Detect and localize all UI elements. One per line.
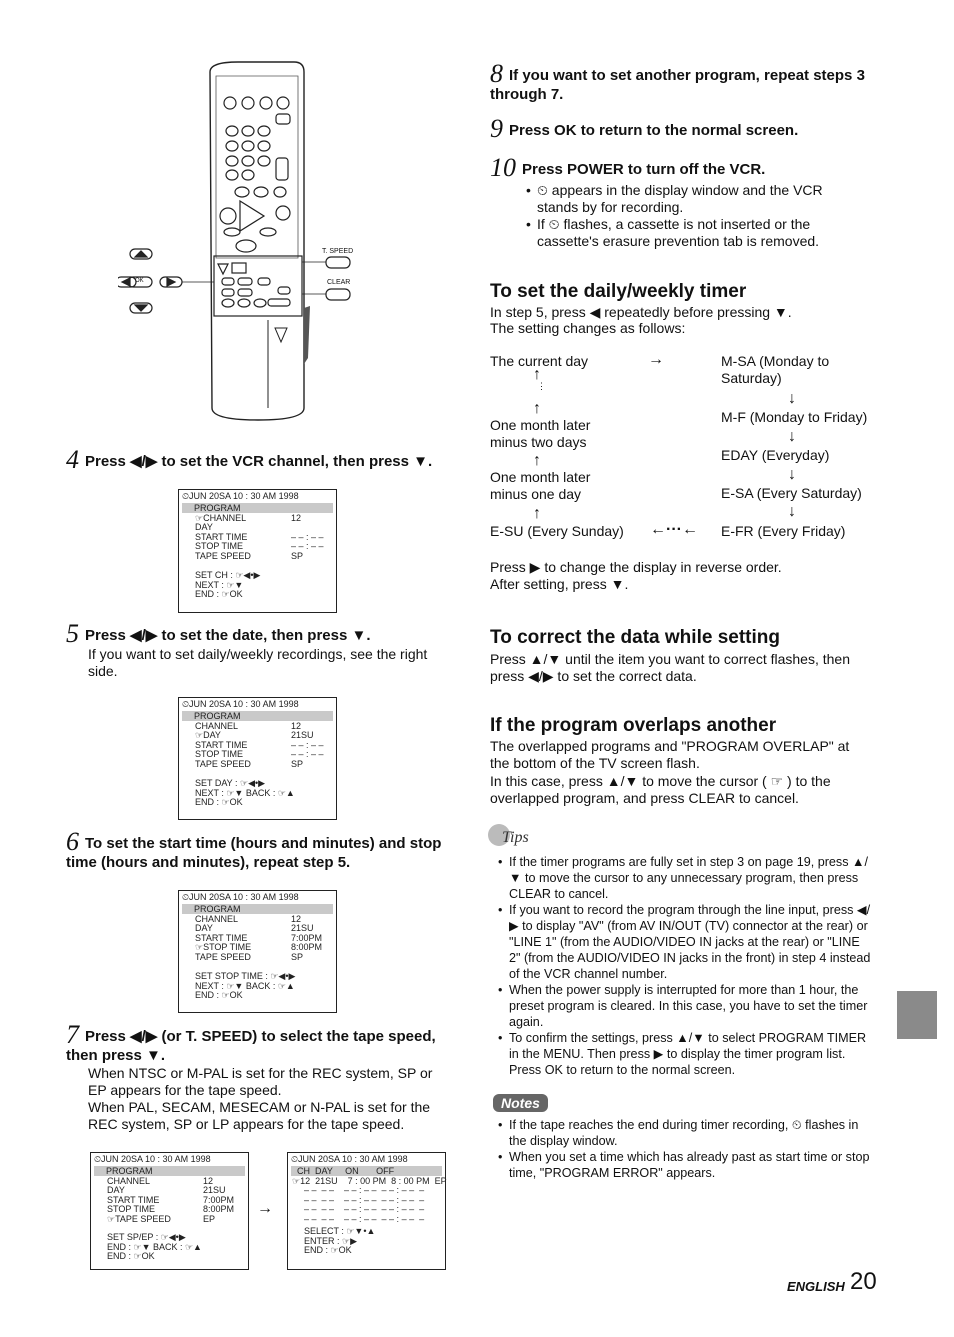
osd-row: STOP TIME – – : – –	[195, 541, 324, 551]
flow-e-sa: E-SA (Every Saturday)	[721, 485, 862, 501]
notes-list	[496, 1117, 876, 1181]
flow-e-su: E-SU (Every Sunday)	[490, 523, 624, 539]
osd-header: ⏲JUN 20SA 10 : 30 AM 1998	[182, 491, 299, 501]
daily-intro-1: In step 5, press ◀ repeatedly before pressing ▼.	[490, 304, 792, 320]
step-5-number: 5	[66, 619, 79, 648]
osd-band: PROGRAM	[182, 711, 333, 721]
arrow-right-icon: →	[257, 1200, 273, 1217]
osd-row: DAY	[195, 522, 213, 532]
correct-data-title: To correct the data while setting	[490, 627, 780, 648]
step-10-number: 10	[490, 153, 516, 182]
osd-key-hint: END : ☞OK	[195, 990, 243, 1000]
t-speed-label: T. SPEED	[322, 248, 354, 255]
osd-key-hint: END : ☞OK	[195, 797, 243, 807]
osd-row: ☞STOP TIME 8:00PM	[195, 942, 323, 952]
step-4-heading	[66, 445, 433, 474]
step-10-heading	[490, 153, 766, 182]
step-8-heading	[490, 59, 870, 104]
osd-row: START TIME – – : – –	[195, 531, 324, 542]
list-item: • If the tape reaches the end during timer recording, ⏲ flashes in the display window.	[496, 1117, 876, 1149]
arrow-left-icon: ←···←	[650, 521, 698, 538]
step-4-number: 4	[66, 445, 79, 474]
osd-row: ☞DAY 21SU	[195, 730, 314, 740]
osd-row: START TIME 7:00PM	[195, 932, 323, 943]
osd-screen-time	[178, 890, 337, 1013]
osd-key-hint: NEXT : ☞▼ BACK : ☞▲	[195, 787, 295, 798]
osd-row: START TIME 7:00PM	[107, 1194, 235, 1205]
step-7-body-1: When NTSC or M-PAL is set for the REC system, SP or EP appears for the tape speed.	[88, 1065, 433, 1098]
list-item: • When you set a time which has already past as start time or stop time, "PROGRAM ERROR" appears.	[496, 1149, 876, 1181]
arrow-down-icon: ↓	[788, 428, 796, 445]
osd-row: DAY 21SU	[195, 923, 314, 933]
osd-key-hint: ENTER : ☞▶	[304, 1235, 357, 1246]
osd-empty-row: – – – – – – : – – – – : – – –	[304, 1194, 425, 1205]
ok-button-label: OK	[135, 278, 144, 284]
flow-minus-one: One month later minus one day	[490, 469, 591, 502]
osd-row: CHANNEL 12	[107, 1175, 214, 1186]
flow-minus-two: One month later minus two days	[490, 417, 591, 450]
arrow-right-icon: →	[648, 351, 664, 368]
step-8-text: If you want to set another program, repeat steps 3 through 7.	[490, 67, 865, 103]
osd-screen-program-list	[287, 1152, 446, 1270]
arrow-up-icon: ↑	[533, 505, 541, 522]
notes-badge: Notes	[493, 1094, 548, 1112]
footer-language: ENGLISH	[787, 1279, 845, 1294]
step-10-bullets	[524, 182, 834, 250]
list-item: • When the power supply is interrupted for more than 1 hour, the preset program is cleared. In this case, you have to set the timer again.	[496, 982, 874, 1030]
step-9-number: 9	[490, 114, 503, 143]
step-7-body-2: When PAL, SECAM, MESECAM or N-PAL is set for the REC system, SP or LP appears for the tape speed.	[88, 1099, 431, 1132]
step-6-number: 6	[66, 827, 79, 856]
step-7-heading	[66, 1020, 446, 1065]
osd-key-hint: END : ☞OK	[304, 1245, 352, 1255]
correct-data-body: Press ▲/▼ until the item you want to correct flashes, then press ◀/▶ to set the correct data.	[490, 651, 850, 684]
osd-header: ⏲JUN 20SA 10 : 30 AM 1998	[182, 699, 299, 709]
osd-key-hint: END : ☞OK	[107, 1251, 155, 1261]
osd-key-hint: NEXT : ☞▼	[195, 579, 244, 590]
osd-key-hint: NEXT : ☞▼ BACK : ☞▲	[195, 980, 295, 991]
daily-outro-2: After setting, press ▼.	[490, 576, 629, 592]
osd-key-hint: END : ☞▼ BACK : ☞▲	[107, 1241, 202, 1252]
overlap-body-1: The overlapped programs and "PROGRAM OVERLAP" at the bottom of the TV screen flash.	[490, 738, 850, 771]
tips-list	[496, 854, 874, 1078]
osd-header: ⏲JUN 20SA 10 : 30 AM 1998	[94, 1154, 211, 1164]
osd-row: DAY 21SU	[107, 1185, 226, 1195]
flow-m-sa: M-SA (Monday to Saturday)	[721, 353, 830, 386]
osd-row: ☞TAPE SPEED EP	[107, 1213, 216, 1224]
step-9-text: Press OK to return to the normal screen.	[509, 122, 799, 139]
step-6-text: To set the start time (hours and minutes) and stop time (hours and minutes), repeat step 5.	[66, 835, 442, 871]
flow-eday: EDAY (Everyday)	[721, 447, 830, 463]
osd-screen-channel	[178, 489, 337, 613]
osd-empty-row: – – – – – – : – – – – : – – –	[304, 1213, 425, 1224]
step-4-text: Press ◀/▶ to set the VCR channel, then press ▼.	[85, 453, 433, 470]
step-5-body: If you want to set daily/weekly recordings, see the right side.	[88, 646, 428, 679]
osd-key-hint: SET STOP TIME : ☞◀•▶	[195, 971, 296, 981]
osd-key-hint: SELECT : ☞▼•▲	[304, 1226, 376, 1236]
step-7-text: Press ◀/▶ (or T. SPEED) to select the tape speed, then press ▼.	[66, 1028, 436, 1064]
page-number: 20	[850, 1268, 877, 1295]
osd-screen-day	[178, 697, 337, 820]
osd-row: TAPE SPEED SP	[195, 951, 304, 962]
osd-row: CHANNEL 12	[195, 913, 302, 924]
arrow-up-icon: ↑	[533, 366, 541, 383]
osd-band: CH DAY ON OFF	[291, 1166, 442, 1176]
osd-header: ⏲JUN 20SA 10 : 30 AM 1998	[291, 1154, 408, 1164]
arrow-up-icon: ↑	[533, 452, 541, 469]
osd-row: ☞CHANNEL 12	[195, 512, 302, 523]
tips-label: Tips	[502, 829, 529, 846]
step-10-text: Press POWER to turn off the VCR.	[522, 161, 766, 178]
flow-m-f: M-F (Monday to Friday)	[721, 409, 868, 425]
side-tab-marker	[897, 991, 937, 1039]
osd-row: STOP TIME – – : – –	[195, 749, 324, 759]
list-item: • If the timer programs are fully set in step 3 on page 19, press ▲/▼ to move the cursor to any unnecessary program, then press CLEAR to cancel.	[496, 854, 874, 902]
step-9-heading	[490, 114, 799, 143]
arrow-down-icon: ↓	[788, 390, 796, 407]
osd-key-hint: SET CH : ☞◀•▶	[195, 570, 261, 580]
clear-label: CLEAR	[327, 279, 351, 286]
list-item: • If ⏲ flashes, a cassette is not inserted or the cassette's erasure prevention tab is removed.	[524, 216, 834, 250]
osd-program-row: ☞12 21SU 7 : 00 PM 8 : 00 PM EP	[292, 1175, 447, 1186]
osd-row: STOP TIME 8:00PM	[107, 1204, 235, 1214]
arrow-up-icon: ↑	[533, 400, 541, 417]
overlap-body-2: In this case, press ▲/▼ to move the cursor ( ☞ ) to the overlapped program, and press CLEAR to cancel.	[490, 773, 831, 806]
flow-e-fr: E-FR (Every Friday)	[721, 523, 846, 539]
arrow-down-icon: ↓	[788, 466, 796, 483]
osd-key-hint: END : ☞OK	[195, 589, 243, 599]
osd-band: PROGRAM	[182, 503, 333, 513]
overlap-title: If the program overlaps another	[490, 715, 777, 736]
step-7-number: 7	[66, 1020, 79, 1049]
step-5-heading	[66, 619, 371, 648]
flow-current-day: The current day	[490, 353, 589, 369]
daily-intro-2: The setting changes as follows:	[490, 320, 686, 336]
osd-screen-tape-speed	[90, 1152, 249, 1270]
arrow-down-icon: ↓	[788, 503, 796, 520]
osd-row: CHANNEL 12	[195, 720, 302, 731]
osd-row: TAPE SPEED SP	[195, 550, 304, 561]
daily-outro-1: Press ▶ to change the display in reverse order.	[490, 559, 782, 575]
step-5-text: Press ◀/▶ to set the date, then press ▼.	[85, 627, 371, 644]
list-item: • If you want to record the program through the line input, press ◀/▶ to display "AV" (from AV IN/OUT (TV) connector at the rear) or "LINE 1" (from the AUDIO/VIDEO IN jacks at the rear) or "LINE 2" (from the AUDIO/VIDEO IN jacks in the front) in step 4 instead of the VCR channel number.	[496, 902, 874, 982]
osd-band: PROGRAM	[94, 1166, 245, 1176]
list-item: • To confirm the settings, press ▲/▼ to select PROGRAM TIMER in the MENU. Then press ▶ to display the timer program list. Press OK to return to the normal screen.	[496, 1030, 874, 1078]
step-6-heading	[66, 827, 446, 872]
osd-key-hint: SET DAY : ☞◀•▶	[195, 778, 266, 788]
osd-band: PROGRAM	[182, 904, 333, 914]
osd-header: ⏲JUN 20SA 10 : 30 AM 1998	[182, 892, 299, 902]
daily-timer-title: To set the daily/weekly timer	[490, 281, 747, 302]
dotted-continuation: ⋮	[537, 381, 546, 391]
step-8-number: 8	[490, 59, 503, 88]
osd-empty-row: – – – – – – : – – – – : – – –	[304, 1185, 425, 1195]
osd-key-hint: SET SP/EP : ☞◀•▶	[107, 1232, 186, 1242]
remote-control-illustration	[118, 58, 368, 428]
list-item: • ⏲ appears in the display window and the VCR stands by for recording.	[524, 182, 834, 216]
osd-row: TAPE SPEED SP	[195, 758, 304, 769]
osd-empty-row: – – – – – – : – – – – : – – –	[304, 1204, 425, 1214]
osd-row: START TIME – – : – –	[195, 739, 324, 750]
